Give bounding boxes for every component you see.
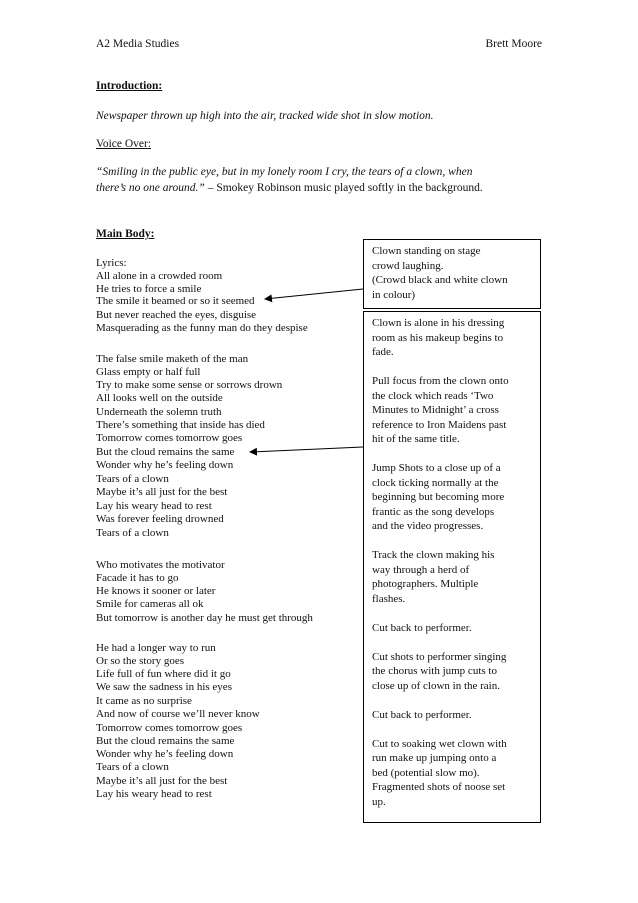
box-text-line: Cut back to performer. [372, 621, 472, 634]
box-text-line: room as his makeup begins to [372, 331, 504, 344]
lyric-line: Lay his weary head to rest [96, 788, 212, 800]
lyric-line: Masquerading as the funny man do they despise [96, 322, 308, 334]
box-text-line: crowd laughing. [372, 259, 444, 272]
box-text-line: beginning but becoming more [372, 491, 505, 503]
main-body-title: Main Body: [96, 228, 155, 240]
lyric-line: But the cloud remains the same [96, 735, 235, 747]
lyric-line: But never reached the eyes, disguise [96, 309, 257, 321]
box-text-line: the chorus with jump cuts to [372, 665, 497, 677]
box-text-line: Clown is alone in his dressing [372, 317, 505, 329]
lyric-line: Lay his weary head to rest [96, 500, 212, 512]
lyric-line: The false smile maketh of the man [96, 353, 249, 365]
voice-over-credit: – Smokey Robinson music played softly in the background. [204, 182, 483, 194]
box-text-line: reference to Iron Maidens past [372, 418, 507, 431]
box-text-line: Fragmented shots of noose set [372, 781, 506, 793]
header-left: A2 Media Studies [96, 38, 180, 50]
lyric-line: Underneath the solemn truth [96, 406, 222, 418]
lyric-line: Tears of a clown [96, 527, 169, 539]
lyric-line: Life full of fun where did it go [96, 668, 231, 680]
box-text-line: Minutes to Midnight’ a cross [372, 404, 499, 416]
lyric-line: Maybe it’s all just for the best [96, 486, 228, 498]
storyboard-paragraph [372, 374, 532, 447]
introduction-title: Introduction: [96, 80, 163, 92]
lyric-line: Glass empty or half full [96, 366, 201, 378]
storyboard-paragraph [372, 737, 532, 810]
box-text-line: and the video progresses. [372, 520, 484, 532]
lyric-line: He had a longer way to run [96, 642, 216, 654]
box-text-line: run make up jumping onto a [372, 752, 497, 764]
box-text-line: (Crowd black and white clown [372, 274, 508, 286]
box-text-line: Jump Shots to a close up of a [372, 462, 501, 474]
lyric-line: Tears of a clown [96, 473, 169, 485]
lyric-line: All alone in a crowded room [96, 270, 223, 282]
voice-over-quote-line1: “Smiling in the public eye, but in my lonely room I cry, the tears of a clown, when [96, 166, 473, 178]
lyric-line: Smile for cameras all ok [96, 598, 204, 610]
arrow-box1-to-lyric [265, 289, 363, 299]
lyric-line: All looks well on the outside [96, 392, 223, 404]
box-text-line: Cut to soaking wet clown with [372, 737, 507, 750]
storyboard-paragraph [372, 621, 532, 636]
storyboard-paragraph [372, 316, 532, 360]
lyric-line: We saw the sadness in his eyes [96, 681, 232, 693]
box-text-line: fade. [372, 346, 394, 358]
storyboard-paragraph [372, 461, 532, 534]
lyric-line: But tomorrow is another day he must get through [96, 612, 313, 624]
lyric-line: And now of course we’ll never know [96, 708, 260, 720]
storyboard-paragraph [372, 548, 532, 606]
lyric-line: Or so the story goes [96, 655, 184, 667]
lyric-line: Maybe it’s all just for the best [96, 775, 228, 787]
box-text-line: Cut back to performer. [372, 708, 472, 721]
lyric-line: It came as no surprise [96, 695, 192, 707]
introduction-description: Newspaper thrown up high into the air, tracked wide shot in slow motion. [96, 110, 434, 122]
lyric-line: Tears of a clown [96, 761, 169, 773]
box-text-line: clock ticking normally at the [372, 476, 499, 489]
lyric-line: Tomorrow comes tomorrow goes [96, 432, 243, 444]
scene-box-stage [363, 239, 541, 309]
header-right: Brett Moore [485, 38, 542, 50]
box-text-line: in colour) [372, 288, 416, 301]
lyric-line: Try to make some sense or sorrows drown [96, 379, 283, 391]
lyric-line: Wonder why he’s feeling down [96, 748, 234, 760]
lyric-line: Facade it has to go [96, 572, 179, 584]
voice-over-quote-end: there’s no one around.” [96, 182, 205, 194]
box-text-line: photographers. Multiple [372, 578, 479, 590]
arrow-box2-to-lyric [250, 447, 363, 452]
lyric-line: The smile it beamed or so it seemed [96, 295, 255, 307]
box-text-line: up. [372, 795, 386, 808]
voice-over-quote-line2 [96, 182, 483, 194]
lyric-line: He knows it sooner or later [96, 585, 216, 597]
box-text-line: bed (potential slow mo). [372, 766, 480, 779]
box-text-line: flashes. [372, 592, 406, 605]
storyboard-paragraph [372, 708, 532, 723]
box-text-line: Cut shots to performer singing [372, 650, 507, 663]
lyric-line: Tomorrow comes tomorrow goes [96, 722, 243, 734]
voice-over-label: Voice Over: [96, 138, 152, 150]
box-text-line: the clock which reads ‘Two [372, 389, 494, 402]
lyric-line: Wonder why he’s feeling down [96, 459, 234, 471]
lyric-line: There’s something that inside has died [96, 419, 265, 431]
box-text-line: Track the clown making his [372, 549, 495, 561]
scene-box-storyboard [363, 311, 541, 823]
box-text-line: way through a herd of [372, 563, 470, 576]
lyric-line: He tries to force a smile [96, 283, 202, 295]
box-text-line: close up of clown in the rain. [372, 679, 500, 692]
lyric-line: Who motivates the motivator [96, 559, 225, 571]
lyrics-label: Lyrics: [96, 257, 127, 269]
lyric-line: But the cloud remains the same [96, 446, 235, 458]
box-text-line: Pull focus from the clown onto [372, 375, 509, 387]
storyboard-paragraph [372, 650, 532, 694]
box-text-line: frantic as the song develops [372, 505, 495, 518]
box-text-line: Clown standing on stage [372, 245, 481, 257]
lyric-line: Was forever feeling drowned [96, 513, 224, 525]
box-text-line: hit of the same title. [372, 433, 460, 445]
